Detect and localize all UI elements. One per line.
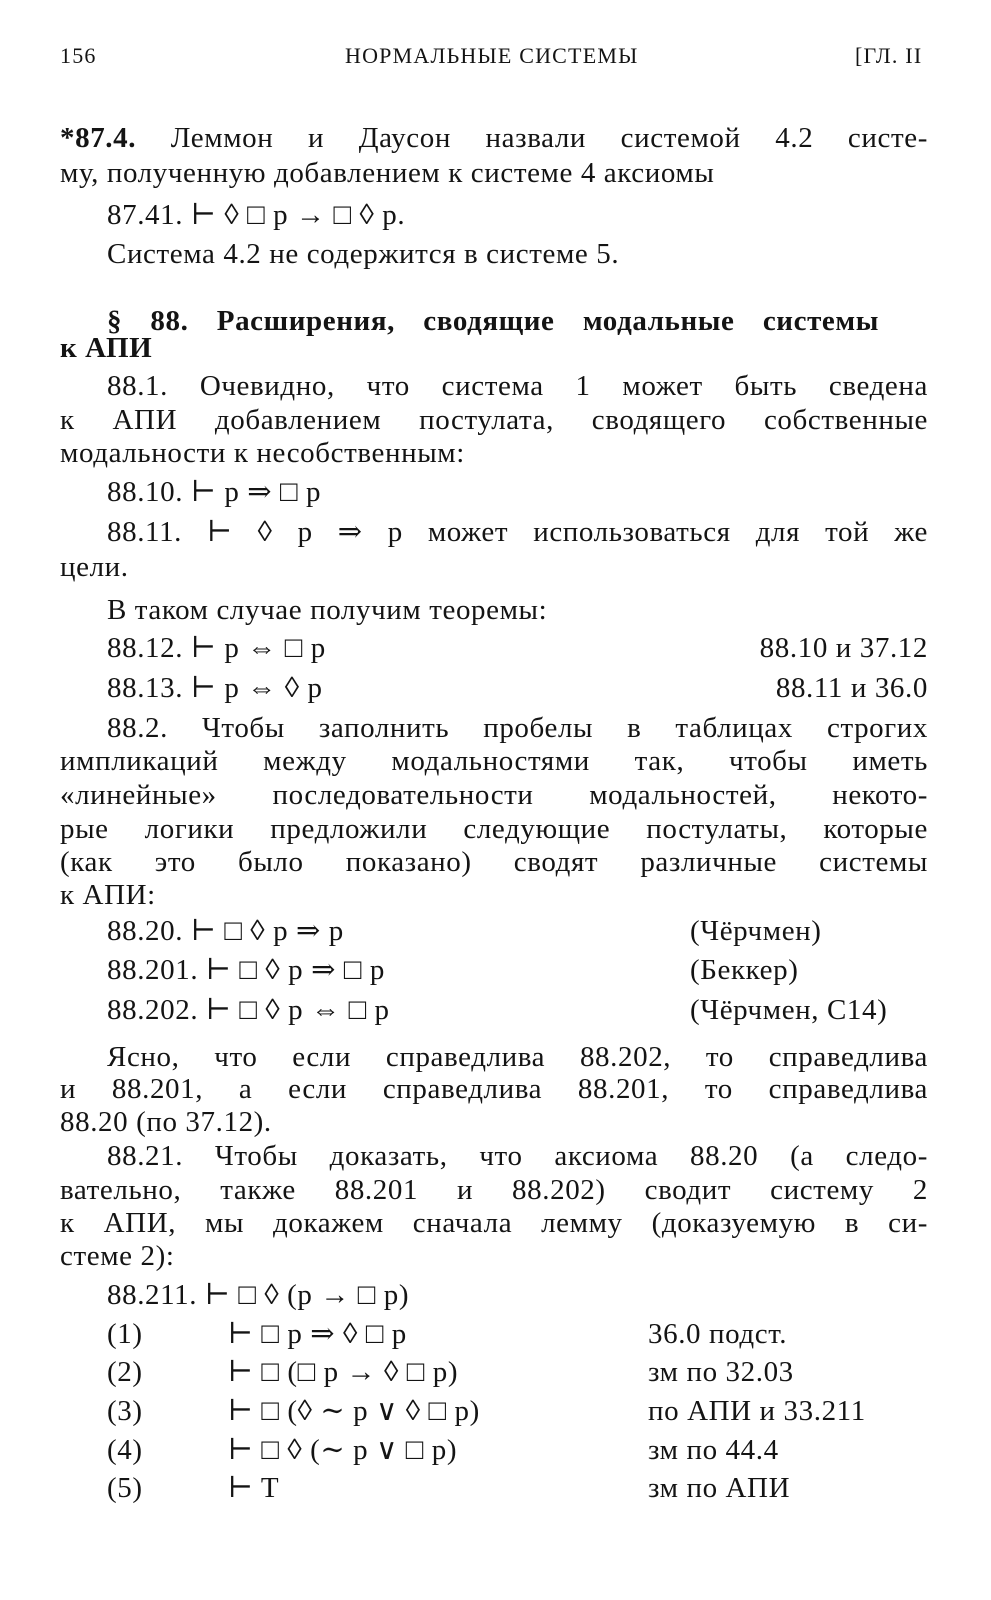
paragraph-882-line: и 88.201, а если справедлива 88.201, то справедлива xyxy=(60,1073,928,1105)
formula-8741: 87.41. ⊢ ◊ □ p → □ ◊ p. xyxy=(107,199,406,231)
theorem-ref: 88.11 и 36.0 xyxy=(775,672,928,704)
proof-step-formula: ⊢ □ p ⇒ ◊ □ p xyxy=(228,1318,407,1350)
postulate-8820: 88.20. ⊢ □ ◊ p ⇒ p xyxy=(107,915,344,947)
theorem-8813: 88.13. ⊢ p ⇔ ◊ p xyxy=(107,672,323,704)
section-heading: к АПИ xyxy=(60,332,153,364)
proof-step-number: (2) xyxy=(107,1356,143,1388)
section-heading: § 88. Расширения, сводящие модальные системы xyxy=(107,305,879,337)
paragraph-882-line: «линейные» последовательности модальностей, некото- xyxy=(60,779,928,811)
proof-step-number: (4) xyxy=(107,1434,143,1466)
item-number: *87.4. xyxy=(60,122,137,154)
formula-8811: 88.11. ⊢ ◊ p ⇒ p xyxy=(107,516,403,548)
formula-8811-line xyxy=(107,516,928,548)
paragraph-8821-line: вательно, также 88.201 и 88.202) сводит систему 2 xyxy=(60,1174,928,1206)
postulate-author: (Беккер) xyxy=(690,954,799,986)
proof-step-justification: зм по 44.4 xyxy=(648,1434,779,1466)
paragraph-881-line xyxy=(107,370,928,402)
paragraph-882-line: 88.2. Чтобы заполнить пробелы в таблицах строгих xyxy=(107,712,928,744)
paragraph-881-line: модальности к несобственным: xyxy=(60,437,465,469)
paragraph-8821-line: стеме 2): xyxy=(60,1240,175,1272)
proof-step-justification: зм по 32.03 xyxy=(648,1356,794,1388)
postulate-88202: 88.202. ⊢ □ ◊ p ⇔ □ p xyxy=(107,994,390,1026)
text-run: может использоваться для той же xyxy=(427,516,928,548)
proof-step-justification: зм по АПИ xyxy=(648,1472,791,1504)
chapter-marker: [ГЛ. II xyxy=(855,43,923,68)
proof-step-number: (5) xyxy=(107,1472,143,1504)
proof-step-number: (3) xyxy=(107,1395,143,1427)
paragraph-874-line: Система 4.2 не содержится в системе 5. xyxy=(107,238,620,270)
paragraph-881-line: цели. xyxy=(60,551,129,583)
paragraph-882-line: рые логики предложили следующие постулаты, которые xyxy=(60,813,928,845)
paragraph-874-line: му, полученную добавлением к системе 4 аксиомы xyxy=(60,157,715,189)
page-number: 156 xyxy=(60,43,97,68)
theorem-8812: 88.12. ⊢ p ⇔ □ p xyxy=(107,632,326,664)
proof-step-justification: по АПИ и 33.211 xyxy=(648,1395,866,1427)
proof-step-formula: ⊢ □ (◊ ∼ p ∨ ◊ □ p) xyxy=(228,1395,480,1427)
postulate-author: (Чёрчмен) xyxy=(690,915,822,947)
item-number: 88.1. xyxy=(107,370,168,402)
proof-step-formula: ⊢ □ ◊ (∼ p ∨ □ p) xyxy=(228,1434,458,1466)
paragraph-874-line xyxy=(60,122,928,154)
paragraph-882-line: 88.20 (по 37.12). xyxy=(60,1106,272,1138)
paragraph-882-line: (как это было показано) сводят различные системы xyxy=(60,846,928,878)
proof-step-justification: 36.0 подст. xyxy=(648,1318,788,1350)
paragraph-881-line: к АПИ добавлением постулата, сводящего собственные xyxy=(60,404,928,436)
theorem-ref: 88.10 и 37.12 xyxy=(759,632,928,664)
proof-step-formula: ⊢ T xyxy=(228,1472,280,1504)
proof-step-formula: ⊢ □ (□ p → ◊ □ p) xyxy=(228,1356,459,1388)
formula-8810: 88.10. ⊢ p ⇒ □ p xyxy=(107,476,322,508)
paragraph-882-line: Ясно, что если справедлива 88.202, то справедлива xyxy=(107,1041,928,1073)
paragraph-882-line: импликаций между модальностями так, чтобы иметь xyxy=(60,745,928,777)
paragraph-8821-line: к АПИ, мы докажем сначала лемму (доказуемую в си- xyxy=(60,1207,928,1239)
postulate-88201: 88.201. ⊢ □ ◊ p ⇒ □ p xyxy=(107,954,385,986)
lemma-88211: 88.211. ⊢ □ ◊ (p → □ p) xyxy=(107,1279,410,1311)
paragraph-881-line: В таком случае получим теоремы: xyxy=(107,594,548,626)
text-run: Очевидно, что система 1 может быть сведена xyxy=(199,370,928,402)
proof-step-number: (1) xyxy=(107,1318,143,1350)
paragraph-882-line: к АПИ: xyxy=(60,879,156,911)
running-title: НОРМАЛЬНЫЕ СИСТЕМЫ xyxy=(345,43,639,68)
paragraph-8821-line: 88.21. Чтобы доказать, что аксиома 88.20 (а следо- xyxy=(107,1140,928,1172)
text-run: Леммон и Даусон назвали системой 4.2 систе- xyxy=(170,122,928,154)
postulate-author: (Чёрчмен, C14) xyxy=(690,994,888,1026)
